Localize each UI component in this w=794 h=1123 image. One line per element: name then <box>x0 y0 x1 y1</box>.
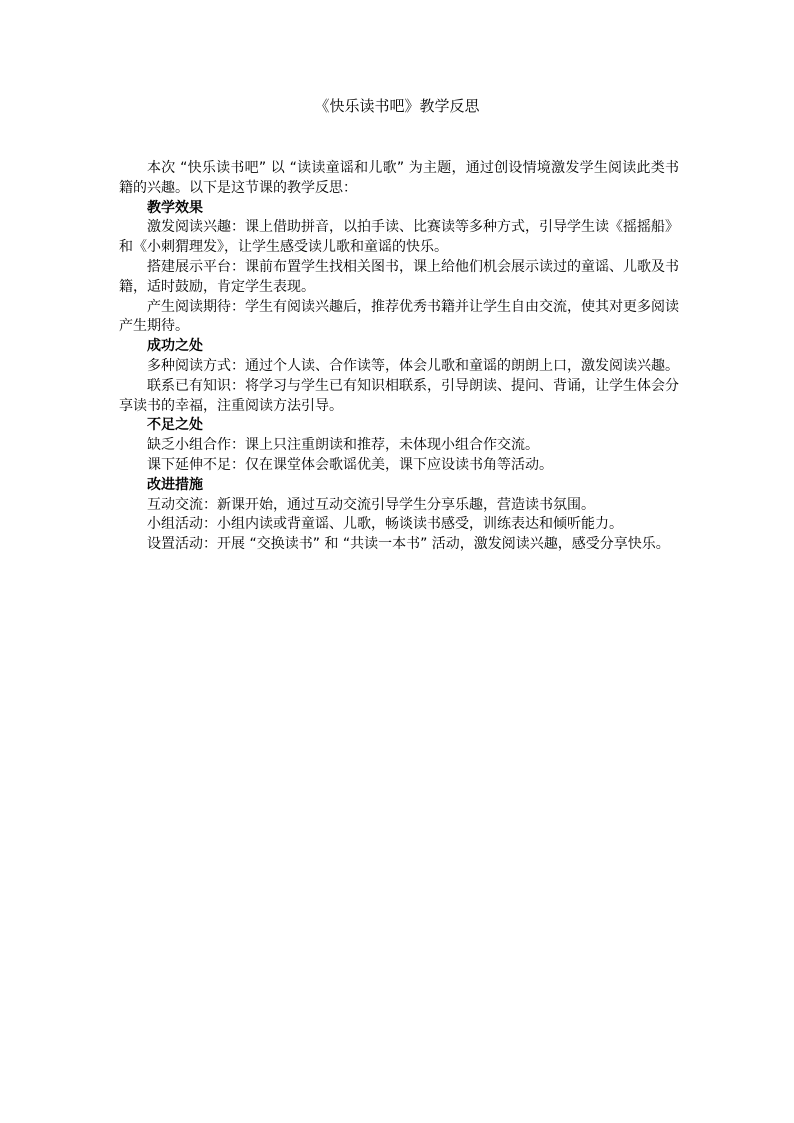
body-paragraph: 设置活动：开展 “交换读书” 和 “共读一本书” 活动，激发阅读兴趣，感受分享快乐。 <box>147 536 670 553</box>
body-paragraph: 缺乏小组合作：课上只注重朗读和推荐，未体现小组合作交流。 <box>147 437 539 454</box>
section-heading: 不足之处 <box>147 417 203 434</box>
section-teaching-effect <box>119 199 679 338</box>
body-paragraph: 联系已有知识：将学习与学生已有知识相联系，引导朗读、提问、背诵，让学生体会分享读书的幸福，注重阅读方法引导。 <box>119 377 679 414</box>
body-paragraph: 小组活动：小组内读或背童谣、儿歌，畅谈读书感受，训练表达和倾听能力。 <box>147 516 623 533</box>
document-body <box>119 159 679 555</box>
body-paragraph: 激发阅读兴趣：课上借助拼音，以拍手读、比赛读等多种方式，引导学生读《摇摇船》和《小刺猬理发》，让学生感受读儿歌和童谣的快乐。 <box>119 219 679 256</box>
intro-paragraph: 本次 “快乐读书吧” 以 “读读童谣和儿歌” 为主题，通过创设情境激发学生阅读此类书籍的兴趣。以下是这节课的教学反思： <box>119 160 679 196</box>
section-heading: 教学效果 <box>147 199 203 216</box>
body-paragraph: 搭建展示平台：课前布置学生找相关图书，课上给他们机会展示读过的童谣、儿歌及书籍，适时鼓励，肯定学生表现。 <box>119 258 679 295</box>
section-shortcomings <box>119 416 679 475</box>
section-heading: 成功之处 <box>147 338 203 355</box>
section-improvements <box>119 476 679 555</box>
section-heading: 改进措施 <box>147 476 203 493</box>
body-paragraph: 互动交流：新课开始，通过互动交流引导学生分享乐趣，营造读书氛围。 <box>147 496 595 513</box>
body-paragraph: 课下延伸不足：仅在课堂体会歌谣优美，课下应设读书角等活动。 <box>147 456 553 473</box>
document-title: 《快乐读书吧》教学反思 <box>314 97 480 115</box>
body-paragraph: 产生阅读期待：学生有阅读兴趣后，推荐优秀书籍并让学生自由交流，使其对更多阅读产生期待。 <box>119 298 679 335</box>
body-paragraph: 多种阅读方式：通过个人读、合作读等，体会儿歌和童谣的朗朗上口，激发阅读兴趣。 <box>147 357 679 374</box>
section-successes <box>119 337 679 416</box>
